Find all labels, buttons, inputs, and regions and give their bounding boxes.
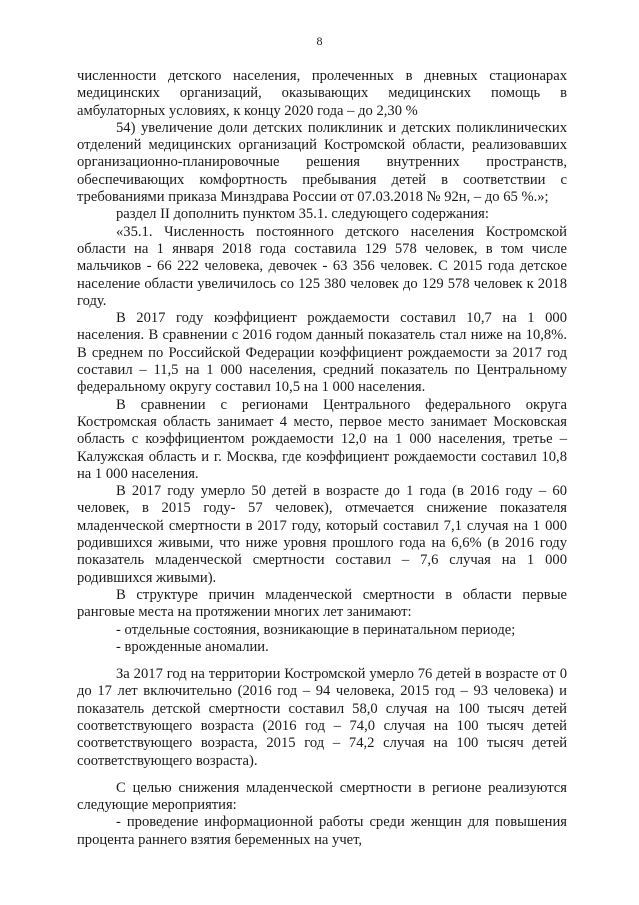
paragraph: В сравнении с регионами Центрального федерального округа Костромская область занимает 4 место, первое место занимает Московская область с коэффициентом рождаемости 12,0 на 1 000 населения, третье – Калужская область и г. Москва, где коэффициент рождаемости составил 10,8 на 1 000 населения. (77, 396, 567, 482)
paragraph: «35.1. Численность постоянного детского населения Костромской области на 1 января 2018 года составила 129 578 человек, в том числе мальчиков - 66 222 человека, девочек - 63 356 человек. С 2015 года детское население области увеличилось со 125 380 человек до 129 578 человек к 2018 году. (77, 223, 567, 309)
paragraph: За 2017 год на территории Костромской умерло 76 детей в возрасте от 0 до 17 лет включительно (2016 год – 94 человека, 2015 год – 93 человека) и показатель детской смертности составил 58,0 случая на 100 тысяч детей соответствующего возраста (2016 год – 74,0 случая на 100 тысяч детей соответствующего возраста, 2015 год – 74,2 случая на 100 тысяч детей соответствующего возраста). (77, 666, 567, 769)
paragraph: В 2017 году коэффициент рождаемости составил 10,7 на 1 000 населения. В сравнении с 2016 годом данный показатель стал ниже на 10,8%. В среднем по Российской Федерации коэффициент рождаемости за 2017 год составил – 11,5 на 1 000 населения, средний показатель по Центральному федеральному округу составил 10,5 на 1 000 населения. (77, 310, 567, 396)
paragraph: 54) увеличение доли детских поликлиник и детских поликлинических отделений медицинских организаций Костромской области, реализовавших организационно-планировочные решения внутренних пространств, обеспечивающих комфортность пребывания детей в соответствии с требованиями приказа Минздрава России от 07.03.2018 № 92н, – до 65 %.»; (77, 119, 567, 206)
page-number: 8 (316, 34, 323, 48)
list-item: - отдельные состояния, возникающие в перинатальном периоде; (116, 621, 516, 638)
paragraph: В 2017 году умерло 50 детей в возрасте до 1 года (в 2016 году – 60 человек, в 2015 году- 57 человек), отмечается снижение показателя младенческой смертности в 2017 году, который составил 7,1 случая на 1 000 родившихся живыми, что ниже уровня прошлого года на 6,6% (в 2016 году показатель младенческой смертности составил – 7,6 случая на 1 000 родившихся живыми). (77, 483, 567, 586)
document-body (77, 68, 567, 849)
paragraph: С целью снижения младенческой смертности в регионе реализуются следующие мероприятия: (77, 779, 567, 814)
list-item: - врожденные аномалии. (116, 638, 269, 655)
paragraph: раздел II дополнить пунктом 35.1. следующего содержания: (116, 206, 489, 223)
paragraph: В структуре причин младенческой смертности в области первые ранговые места на протяжении многих лет занимают: (77, 586, 567, 621)
list-item: - проведение информационной работы среди женщин для повышения процента раннего взятия беременных на учет, (77, 814, 567, 848)
paragraph: численности детского населения, пролеченных в дневных стационарах медицинских организаций, оказывающих медицинских помощь в амбулаторных условиях, к концу 2020 года – до 2,30 % (77, 68, 567, 119)
